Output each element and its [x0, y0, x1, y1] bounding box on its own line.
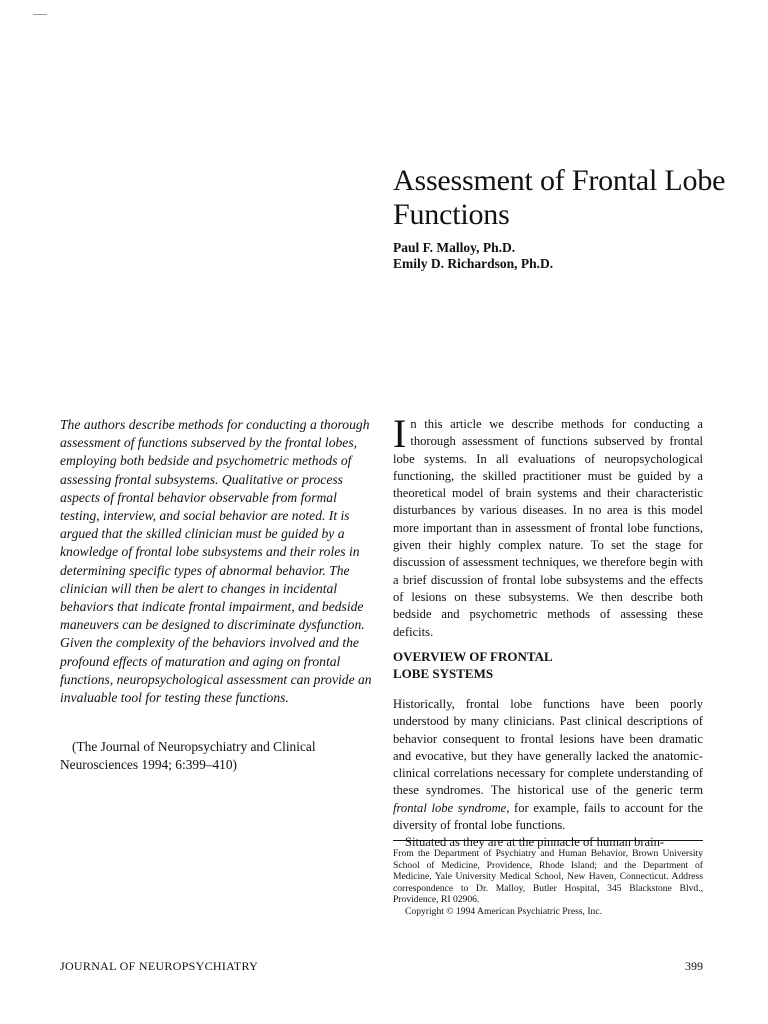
section-heading [393, 648, 703, 682]
footnote-divider [393, 840, 703, 841]
overview-section [393, 696, 703, 852]
footnote [393, 848, 703, 918]
citation [60, 738, 376, 773]
section-heading-line: OVERVIEW OF FRONTAL [393, 649, 553, 664]
author-name: Emily D. Richardson, Ph.D. [393, 256, 554, 271]
author-name: Paul F. Malloy, Ph.D. [393, 240, 516, 255]
citation-line: Neurosciences 1994; 6:399–410) [60, 756, 238, 772]
footnote-affiliation: From the Department of Psychiatry and Human Behavior, Brown University School of Medicine, Providence, Rhode Island; and the Department of Medicine, Yale University Medical School, New Haven, Connecticut. Address correspondence to Dr. Malloy, Butler Hospital, 345 Blackstone Blvd., Providence, RI 02906. [393, 848, 703, 906]
abstract-text: The authors describe methods for conducting a thorough assessment of functions subserved by the frontal lobes, employing both bedside and psychometric methods of assessing frontal subsystems. Qualitative or process aspects of frontal behavior observable from formal testing, interview, and social behavior are noted. It is argued that the skilled clinician must be guided by a knowledge of frontal lobe subsystems and their roles in determining specific types of abnormal behavior. The clinician will then be alert to changes in incidental behaviors that indicate frontal impairment, and bedside maneuvers can be designed to discriminate dysfunction. Given the complexity of the behaviors involved and the profound effects of maturation and aging on frontal functions, neuropsychological assessment can provide an invaluable tool for testing these functions. [60, 417, 372, 706]
body-emphasis: frontal lobe syndrome, [393, 800, 510, 815]
body-text: for example, fails to account for the diversity of frontal lobe functions. [393, 800, 703, 833]
body-paragraph: Situated as they are at the pinnacle of human brain- [405, 835, 665, 850]
footnote-copyright: Copyright © 1994 American Psychiatric Press, Inc. [405, 905, 602, 917]
abstract [60, 416, 376, 707]
intro-text: n this article we describe methods for conducting a thorough assessment of functions subserved by frontal lobe systems. In all evaluations of neuropsychological functioning, the skilled practitioner must be guided by a theoretical model of brain systems and their characteristic disturbances by various diseases. In no area is this model more important than in assessment of frontal lobe functions, given their highly complex nature. To set the stage for discussion of assessment techniques, we therefore begin with a brief discussion of frontal lobe subsystems and the effects of lesions on these subsystems. We then describe both bedside and psychometric methods of assessing these deficits. [393, 417, 703, 639]
section-heading-line: LOBE SYSTEMS [393, 666, 494, 681]
intro-paragraph [393, 411, 703, 641]
citation-line: (The Journal of Neuropsychiatry and Clinical [72, 739, 316, 754]
corner-mark [33, 14, 47, 15]
body-text: Historically, frontal lobe functions have been poorly understood by many clinicians. Past clinical descriptions of behavior consequent to frontal lesions have been dramatic and evocative, but they have generally lacked the anatomic-clinical correlations necessary for complete understanding of these syndromes. The historical use of the generic term [393, 697, 703, 798]
page-number: 399 [685, 959, 703, 973]
article-title: Assessment of Frontal Lobe Functions [393, 164, 726, 231]
intro-section [393, 411, 703, 641]
body-paragraph [393, 696, 703, 834]
author-list [393, 240, 733, 272]
drop-cap: I [393, 411, 407, 456]
running-footer-journal: JOURNAL OF NEUROPSYCHIATRY [60, 959, 259, 973]
